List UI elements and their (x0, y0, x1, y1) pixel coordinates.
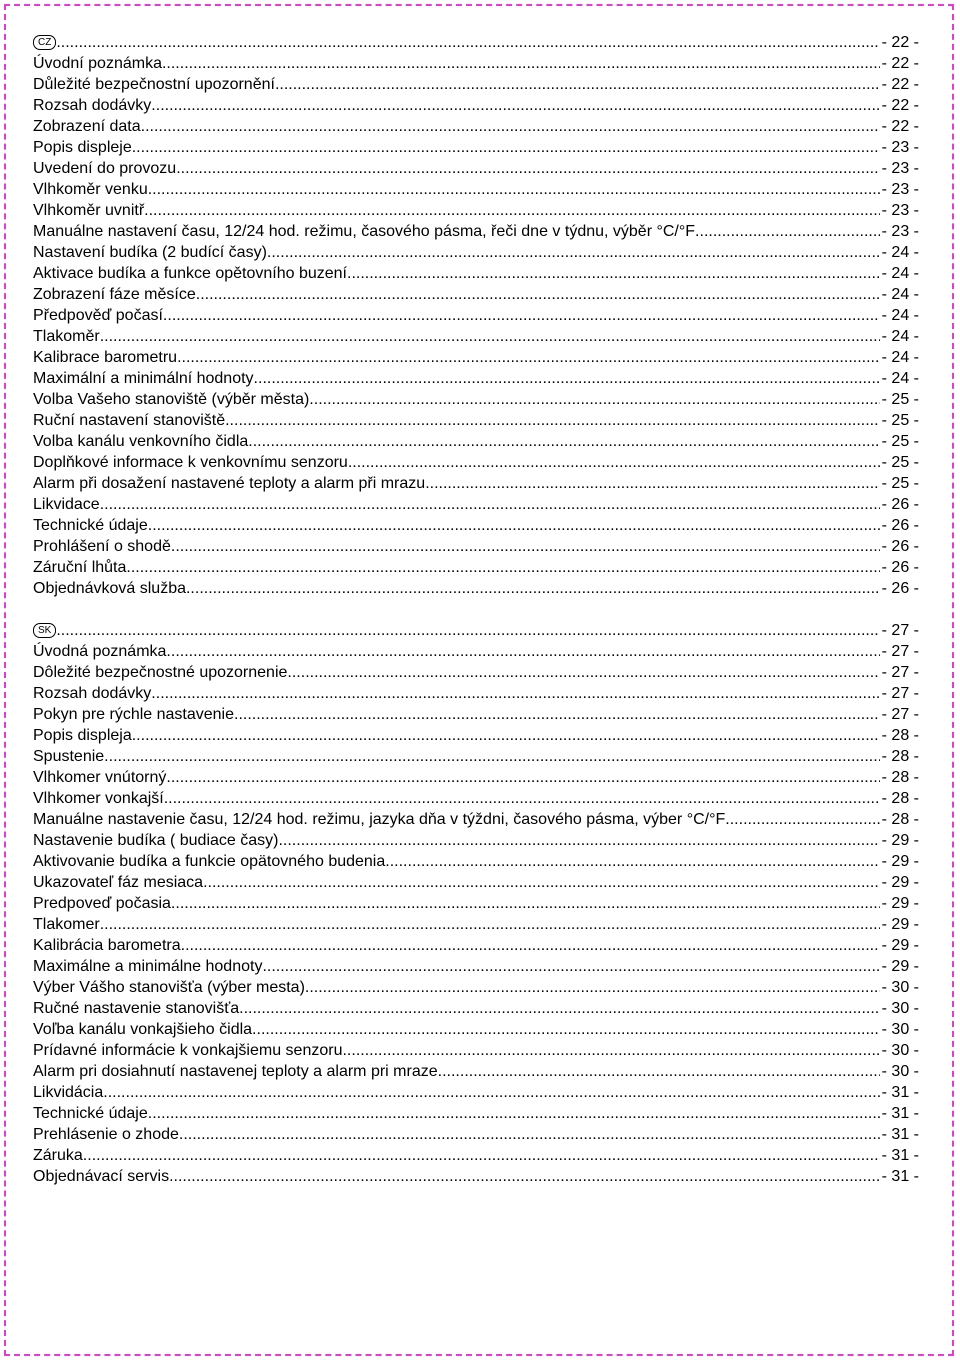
page-number: - 24 - (881, 244, 919, 261)
toc-entry-title: Likvidácia (33, 1084, 104, 1101)
toc-entry[interactable] (33, 116, 919, 137)
leader-dots (254, 368, 880, 389)
toc-section-cz (33, 32, 919, 599)
leader-dots (126, 557, 879, 578)
toc-entry[interactable] (33, 242, 919, 263)
leader-dots (309, 389, 879, 410)
toc-entry-title: Prehlásenie o zhode (33, 1126, 179, 1143)
toc-entry[interactable] (33, 53, 919, 74)
toc-entry[interactable] (33, 998, 919, 1019)
page-number: - 23 - (881, 223, 919, 240)
leader-dots (267, 242, 880, 263)
toc-entry-title: Technické údaje (33, 517, 148, 534)
toc-entry-title: Prohlášení o shodě (33, 538, 171, 555)
toc-entry[interactable] (33, 557, 919, 578)
leader-dots (56, 32, 879, 53)
page-number: - 25 - (881, 433, 919, 450)
toc-entry-title: Zobrazení fáze měsíce (33, 286, 196, 303)
toc-entry-title: Maximální a minimální hodnoty (33, 370, 254, 387)
toc-entry[interactable] (33, 368, 919, 389)
toc-entry-title: Predpoveď počasia (33, 895, 171, 912)
toc-entry-title: Uvedení do provozu (33, 160, 177, 177)
page-number: - 31 - (881, 1084, 919, 1101)
page-number: - 24 - (881, 370, 919, 387)
toc-entry-title: Úvodná poznámka (33, 643, 167, 660)
toc-entry[interactable] (33, 74, 919, 95)
page-number: - 26 - (881, 496, 919, 513)
page-number: - 28 - (881, 748, 919, 765)
toc-entry-title: Rozsah dodávky (33, 685, 152, 702)
toc-entry-title: Spustenie (33, 748, 105, 765)
toc-entry[interactable] (33, 788, 919, 809)
toc-entry[interactable] (33, 662, 919, 683)
toc-entry[interactable] (33, 935, 919, 956)
toc-entry-title: Záruka (33, 1147, 83, 1164)
leader-dots (171, 893, 880, 914)
leader-dots (425, 473, 879, 494)
leader-dots (278, 830, 879, 851)
toc-entry-title: Maximálne a minimálne hodnoty (33, 958, 263, 975)
language-badge: SK (33, 623, 56, 638)
toc-entry[interactable] (33, 1019, 919, 1040)
toc-entry-title: Kalibrace barometru (33, 349, 178, 366)
page-number: - 30 - (881, 1063, 919, 1080)
leader-dots (148, 179, 880, 200)
toc-entry-title: Volba kanálu venkovního čidla (33, 433, 249, 450)
leader-dots (163, 305, 880, 326)
toc-entry-title: Ručné nastavenie stanovišťa (33, 1000, 240, 1017)
leader-dots (385, 851, 879, 872)
toc-entry-title: Pokyn pre rýchle nastavenie (33, 706, 234, 723)
page-number: - 27 - (881, 622, 919, 639)
toc-entry[interactable] (33, 851, 919, 872)
toc-entry[interactable] (33, 431, 919, 452)
toc-entry-title: Likvidace (33, 496, 100, 513)
toc-entry[interactable] (33, 977, 919, 998)
toc-entry-title: Záruční lhůta (33, 559, 127, 576)
page-number: - 28 - (881, 727, 919, 744)
page-number: - 29 - (881, 895, 919, 912)
page-number: - 26 - (881, 580, 919, 597)
toc-entry-title: Alarm pri dosiahnutí nastavenej teploty a alarm pri mraze (33, 1063, 438, 1080)
page-number: - 30 - (881, 979, 919, 996)
toc-entry[interactable] (33, 683, 919, 704)
toc-entry[interactable] (33, 1103, 919, 1124)
toc-entry-title: Manuálne nastavenie času, 12/24 hod. režimu, jazyka dňa v týždni, časového pásma, výber °C/°F (33, 811, 726, 828)
page-number: - 31 - (881, 1105, 919, 1122)
leader-dots (348, 452, 880, 473)
toc-entry-title: Dôležité bezpečnostné upozornenie (33, 664, 288, 681)
toc-entry[interactable] (33, 725, 919, 746)
leader-dots (234, 704, 880, 725)
toc-entry-title: Aktivace budíka a funkce opětovního buzení (33, 265, 347, 282)
toc-entry-title: Nastavení budíka (2 budící časy) (33, 244, 267, 261)
page-number: - 25 - (881, 391, 919, 408)
leader-dots (252, 1019, 880, 1040)
leader-dots (305, 977, 880, 998)
toc-entry[interactable] (33, 494, 919, 515)
toc-entry[interactable] (33, 137, 919, 158)
toc-entry[interactable] (33, 893, 919, 914)
toc-entry[interactable] (33, 95, 919, 116)
leader-dots (166, 641, 879, 662)
page-number: - 31 - (881, 1147, 919, 1164)
leader-dots (83, 1145, 880, 1166)
leader-dots (148, 1103, 880, 1124)
page-number: - 24 - (881, 349, 919, 366)
page-number: - 28 - (881, 769, 919, 786)
toc-entry-title: Popis displeja (33, 727, 132, 744)
toc-entry[interactable] (33, 746, 919, 767)
page-number: - 22 - (881, 55, 919, 72)
toc-entry-title: Rozsah dodávky (33, 97, 152, 114)
page-number: - 30 - (881, 1021, 919, 1038)
toc-language-header[interactable] (33, 32, 919, 53)
toc-entry[interactable] (33, 704, 919, 725)
toc-entry[interactable] (33, 221, 919, 242)
toc-entry-title: Voľba kanálu vonkajšieho čidla (33, 1021, 253, 1038)
leader-dots (186, 578, 880, 599)
page-number: - 29 - (881, 937, 919, 954)
toc-entry-title: Manuálne nastavení času, 12/24 hod. režimu, časového pásma, řeči dne v týdnu, výběr °C/°F (33, 223, 696, 240)
page-number: - 26 - (881, 517, 919, 534)
toc-entry-title: Prídavné informácie k vonkajšiemu senzoru (33, 1042, 343, 1059)
toc-entry-title: Popis displeje (33, 139, 132, 156)
table-of-contents (33, 32, 919, 1187)
page-number: - 29 - (881, 832, 919, 849)
toc-entry-title: Doplňkové informace k venkovnímu senzoru (33, 454, 348, 471)
leader-dots (100, 494, 880, 515)
leader-dots (287, 662, 879, 683)
page-number: - 27 - (881, 643, 919, 660)
toc-entry[interactable] (33, 410, 919, 431)
leader-dots (100, 326, 880, 347)
leader-dots (203, 872, 880, 893)
toc-entry-title: Vlhkoměr uvnitř (33, 202, 145, 219)
page-number: - 29 - (881, 958, 919, 975)
toc-entry[interactable] (33, 200, 919, 221)
toc-entry[interactable] (33, 1145, 919, 1166)
toc-entry[interactable] (33, 515, 919, 536)
toc-entry[interactable] (33, 1040, 919, 1061)
toc-entry[interactable] (33, 473, 919, 494)
page-number: - 28 - (881, 790, 919, 807)
page-number: - 23 - (881, 181, 919, 198)
page-number: - 24 - (881, 328, 919, 345)
toc-entry-title: Vlhkomer vonkajší (33, 790, 164, 807)
page-number: - 24 - (881, 265, 919, 282)
toc-entry[interactable] (33, 284, 919, 305)
toc-entry[interactable] (33, 914, 919, 935)
leader-dots (695, 221, 880, 242)
leader-dots (262, 956, 879, 977)
toc-entry[interactable] (33, 158, 919, 179)
leader-dots (176, 158, 879, 179)
toc-entry[interactable] (33, 389, 919, 410)
toc-entry[interactable] (33, 536, 919, 557)
leader-dots (275, 74, 880, 95)
page-number: - 24 - (881, 307, 919, 324)
toc-entry-title: Tlakoměr (33, 328, 100, 345)
leader-dots (141, 116, 880, 137)
toc-entry-title: Zobrazení data (33, 118, 141, 135)
toc-entry[interactable] (33, 809, 919, 830)
page-number: - 27 - (881, 706, 919, 723)
page-number: - 29 - (881, 853, 919, 870)
toc-entry[interactable] (33, 872, 919, 893)
page-number: - 30 - (881, 1042, 919, 1059)
leader-dots (104, 746, 879, 767)
toc-entry[interactable] (33, 1166, 919, 1187)
leader-dots (151, 683, 879, 704)
leader-dots (103, 1082, 879, 1103)
toc-entry[interactable] (33, 347, 919, 368)
page-number: - 22 - (881, 34, 919, 51)
page-number: - 25 - (881, 454, 919, 471)
page-number: - 31 - (881, 1126, 919, 1143)
toc-entry-title: Kalibrácia barometra (33, 937, 181, 954)
leader-dots (171, 536, 880, 557)
toc-entry-title: Ruční nastavení stanoviště (33, 412, 226, 429)
toc-entry-title: Tlakomer (33, 916, 100, 933)
leader-dots (100, 914, 880, 935)
leader-dots (151, 95, 879, 116)
leader-dots (342, 1040, 879, 1061)
leader-dots (164, 788, 880, 809)
leader-dots (177, 347, 880, 368)
page-number: - 23 - (881, 202, 919, 219)
language-badge: CZ (33, 35, 56, 50)
toc-entry-title: Nastavenie budíka ( budiace časy) (33, 832, 279, 849)
leader-dots (725, 809, 879, 830)
page-number: - 31 - (881, 1168, 919, 1185)
toc-entry-title: Vlhkomer vnútorný (33, 769, 167, 786)
page-number: - 25 - (881, 475, 919, 492)
toc-entry-title: Alarm při dosažení nastavené teploty a alarm při mrazu (33, 475, 426, 492)
leader-dots (239, 998, 880, 1019)
leader-dots (196, 284, 880, 305)
toc-section-sk (33, 620, 919, 1187)
leader-dots (132, 725, 880, 746)
toc-entry[interactable] (33, 1124, 919, 1145)
page-number: - 27 - (881, 664, 919, 681)
toc-entry-title: Objednávací servis (33, 1168, 170, 1185)
page-number: - 29 - (881, 916, 919, 933)
page-number: - 22 - (881, 76, 919, 93)
toc-entry[interactable] (33, 641, 919, 662)
toc-entry[interactable] (33, 1082, 919, 1103)
toc-entry[interactable] (33, 830, 919, 851)
leader-dots (56, 620, 879, 641)
page-number: - 27 - (881, 685, 919, 702)
leader-dots (225, 410, 880, 431)
toc-entry[interactable] (33, 578, 919, 599)
page-number: - 25 - (881, 412, 919, 429)
page-number: - 22 - (881, 118, 919, 135)
page-number: - 26 - (881, 538, 919, 555)
toc-entry[interactable] (33, 452, 919, 473)
page-number: - 28 - (881, 811, 919, 828)
leader-dots (347, 263, 880, 284)
leader-dots (438, 1061, 880, 1082)
toc-entry-title: Objednávková služba (33, 580, 186, 597)
toc-entry[interactable] (33, 767, 919, 788)
page-number: - 22 - (881, 97, 919, 114)
toc-entry[interactable] (33, 1061, 919, 1082)
toc-language-header[interactable] (33, 620, 919, 641)
toc-entry-title: Technické údaje (33, 1105, 148, 1122)
leader-dots (181, 935, 880, 956)
leader-dots (169, 1166, 880, 1187)
toc-entry-title: Aktivovanie budíka a funkcie opätovného budenia (33, 853, 386, 870)
toc-entry-title: Volba Vašeho stanoviště (výběr města) (33, 391, 310, 408)
toc-entry[interactable] (33, 305, 919, 326)
toc-entry-title: Vlhkoměr venku (33, 181, 148, 198)
leader-dots (162, 53, 880, 74)
toc-entry[interactable] (33, 263, 919, 284)
toc-entry[interactable] (33, 956, 919, 977)
page-number: - 23 - (881, 160, 919, 177)
leader-dots (148, 515, 880, 536)
page-number: - 23 - (881, 139, 919, 156)
toc-entry-title: Předpověď počasí (33, 307, 163, 324)
leader-dots (248, 431, 879, 452)
toc-entry-title: Výber Vášho stanovišťa (výber mesta) (33, 979, 305, 996)
toc-entry-title: Úvodní poznámka (33, 55, 162, 72)
leader-dots (144, 200, 880, 221)
toc-entry-title: Ukazovateľ fáz mesiaca (33, 874, 204, 891)
leader-dots (179, 1124, 880, 1145)
leader-dots (166, 767, 879, 788)
leader-dots (132, 137, 880, 158)
toc-entry[interactable] (33, 326, 919, 347)
page-number: - 30 - (881, 1000, 919, 1017)
page-number: - 29 - (881, 874, 919, 891)
toc-entry[interactable] (33, 179, 919, 200)
page-number: - 24 - (881, 286, 919, 303)
page-number: - 26 - (881, 559, 919, 576)
toc-entry-title: Důležité bezpečnostní upozornění (33, 76, 275, 93)
